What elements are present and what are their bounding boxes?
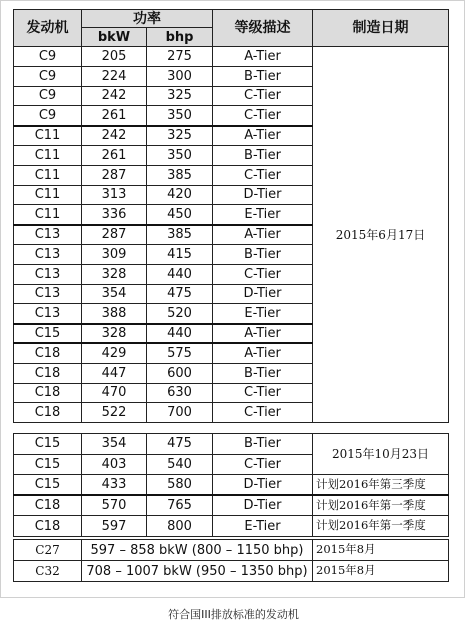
bhp-cell: 385: [147, 225, 213, 245]
tier-cell: B-Tier: [213, 363, 313, 383]
engine-cell: C13: [14, 264, 82, 284]
engine-cell: C13: [14, 304, 82, 324]
tier-cell: C-Tier: [213, 86, 313, 106]
bhp-cell: 350: [147, 145, 213, 165]
engine-cell: C13: [14, 244, 82, 264]
bkw-cell: 429: [82, 343, 147, 363]
table-row: [14, 434, 449, 455]
bkw-cell: 522: [82, 403, 147, 423]
bkw-cell: 313: [82, 185, 147, 205]
bhp-cell: 800: [147, 516, 213, 537]
table-row: [14, 475, 449, 496]
bhp-cell: 385: [147, 165, 213, 185]
tier-cell: C-Tier: [213, 106, 313, 126]
bhp-cell: 575: [147, 343, 213, 363]
bhp-cell: 325: [147, 86, 213, 106]
bkw-cell: 205: [82, 47, 147, 67]
engine-cell: C18: [14, 403, 82, 423]
bkw-cell: 354: [82, 284, 147, 304]
engine-cell: C13: [14, 225, 82, 245]
engine-cell: C15: [14, 434, 82, 455]
engine-cell: C9: [14, 86, 82, 106]
tier-cell: A-Tier: [213, 47, 313, 67]
bhp-cell: 700: [147, 403, 213, 423]
bkw-cell: 388: [82, 304, 147, 324]
engine-cell: C15: [14, 324, 82, 344]
engine-table-lower: [13, 433, 449, 537]
tier-cell: E-Tier: [213, 516, 313, 537]
tier-cell: C-Tier: [213, 403, 313, 423]
range-cell: 597 – 858 bkW (800 – 1150 bhp): [82, 540, 313, 561]
bhp-cell: 415: [147, 244, 213, 264]
bhp-cell: 520: [147, 304, 213, 324]
table-row: [14, 495, 449, 516]
bkw-cell: 433: [82, 475, 147, 496]
range-cell: 708 – 1007 bkW (950 – 1350 bhp): [82, 561, 313, 582]
engine-cell: C11: [14, 185, 82, 205]
bhp-cell: 325: [147, 126, 213, 146]
table-row: [14, 516, 449, 537]
bhp-cell: 420: [147, 185, 213, 205]
bkw-cell: 570: [82, 495, 147, 516]
range-table: [13, 539, 449, 582]
date-cell: 计划2016年第一季度: [313, 516, 449, 537]
bhp-cell: 440: [147, 324, 213, 344]
engine-table: [13, 9, 449, 423]
bhp-cell: 630: [147, 383, 213, 403]
header-tier: 等级描述: [213, 10, 313, 47]
engine-cell: C9: [14, 66, 82, 86]
engine-cell: C18: [14, 495, 82, 516]
header-bkw: bkW: [82, 28, 147, 47]
bhp-cell: 475: [147, 434, 213, 455]
tier-cell: C-Tier: [213, 383, 313, 403]
bhp-cell: 450: [147, 205, 213, 225]
bkw-cell: 287: [82, 225, 147, 245]
engine-cell: C11: [14, 165, 82, 185]
bhp-cell: 440: [147, 264, 213, 284]
bhp-cell: 475: [147, 284, 213, 304]
engine-cell: C18: [14, 383, 82, 403]
date-cell: 2015年8月: [313, 561, 449, 582]
bkw-cell: 242: [82, 126, 147, 146]
header-date: 制造日期: [313, 10, 449, 47]
tier-cell: E-Tier: [213, 205, 313, 225]
bhp-cell: 300: [147, 66, 213, 86]
engine-cell: C32: [14, 561, 82, 582]
engine-cell: C27: [14, 540, 82, 561]
date-cell: 2015年6月17日: [313, 47, 449, 423]
tier-cell: B-Tier: [213, 66, 313, 86]
date-cell: 计划2016年第三季度: [313, 475, 449, 496]
tier-cell: C-Tier: [213, 264, 313, 284]
engine-cell: C18: [14, 343, 82, 363]
engine-cell: C9: [14, 47, 82, 67]
date-cell: 2015年8月: [313, 540, 449, 561]
bkw-cell: 328: [82, 264, 147, 284]
bhp-cell: 600: [147, 363, 213, 383]
date-cell: 2015年10月23日: [313, 434, 449, 475]
engine-cell: C18: [14, 363, 82, 383]
engine-cell: C18: [14, 516, 82, 537]
engine-cell: C11: [14, 145, 82, 165]
bhp-cell: 765: [147, 495, 213, 516]
tier-cell: C-Tier: [213, 454, 313, 475]
tier-cell: A-Tier: [213, 225, 313, 245]
engine-cell: C15: [14, 454, 82, 475]
tier-cell: E-Tier: [213, 304, 313, 324]
table-row: [14, 47, 449, 67]
tier-cell: A-Tier: [213, 343, 313, 363]
bkw-cell: 261: [82, 145, 147, 165]
header-bhp: bhp: [147, 28, 213, 47]
bkw-cell: 242: [82, 86, 147, 106]
bkw-cell: 354: [82, 434, 147, 455]
table-row: [14, 540, 449, 561]
bkw-cell: 309: [82, 244, 147, 264]
bkw-cell: 224: [82, 66, 147, 86]
engine-cell: C15: [14, 475, 82, 496]
tier-cell: B-Tier: [213, 145, 313, 165]
bkw-cell: 447: [82, 363, 147, 383]
bkw-cell: 470: [82, 383, 147, 403]
engine-cell: C9: [14, 106, 82, 126]
tier-cell: A-Tier: [213, 324, 313, 344]
bhp-cell: 580: [147, 475, 213, 496]
engine-cell: C11: [14, 205, 82, 225]
header-power: 功率: [82, 10, 213, 28]
bhp-cell: 350: [147, 106, 213, 126]
table-row: [14, 561, 449, 582]
tier-cell: A-Tier: [213, 126, 313, 146]
tier-cell: D-Tier: [213, 185, 313, 205]
tier-cell: D-Tier: [213, 475, 313, 496]
caption: 符合国III排放标准的发动机: [168, 608, 299, 621]
tier-cell: B-Tier: [213, 434, 313, 455]
tier-cell: D-Tier: [213, 284, 313, 304]
bhp-cell: 540: [147, 454, 213, 475]
engine-cell: C11: [14, 126, 82, 146]
bkw-cell: 287: [82, 165, 147, 185]
bkw-cell: 597: [82, 516, 147, 537]
bkw-cell: 261: [82, 106, 147, 126]
date-cell: 计划2016年第一季度: [313, 495, 449, 516]
tier-cell: D-Tier: [213, 495, 313, 516]
bhp-cell: 275: [147, 47, 213, 67]
bkw-cell: 328: [82, 324, 147, 344]
tier-cell: C-Tier: [213, 165, 313, 185]
bkw-cell: 403: [82, 454, 147, 475]
tier-cell: B-Tier: [213, 244, 313, 264]
bkw-cell: 336: [82, 205, 147, 225]
engine-cell: C13: [14, 284, 82, 304]
header-engine: 发动机: [14, 10, 82, 47]
